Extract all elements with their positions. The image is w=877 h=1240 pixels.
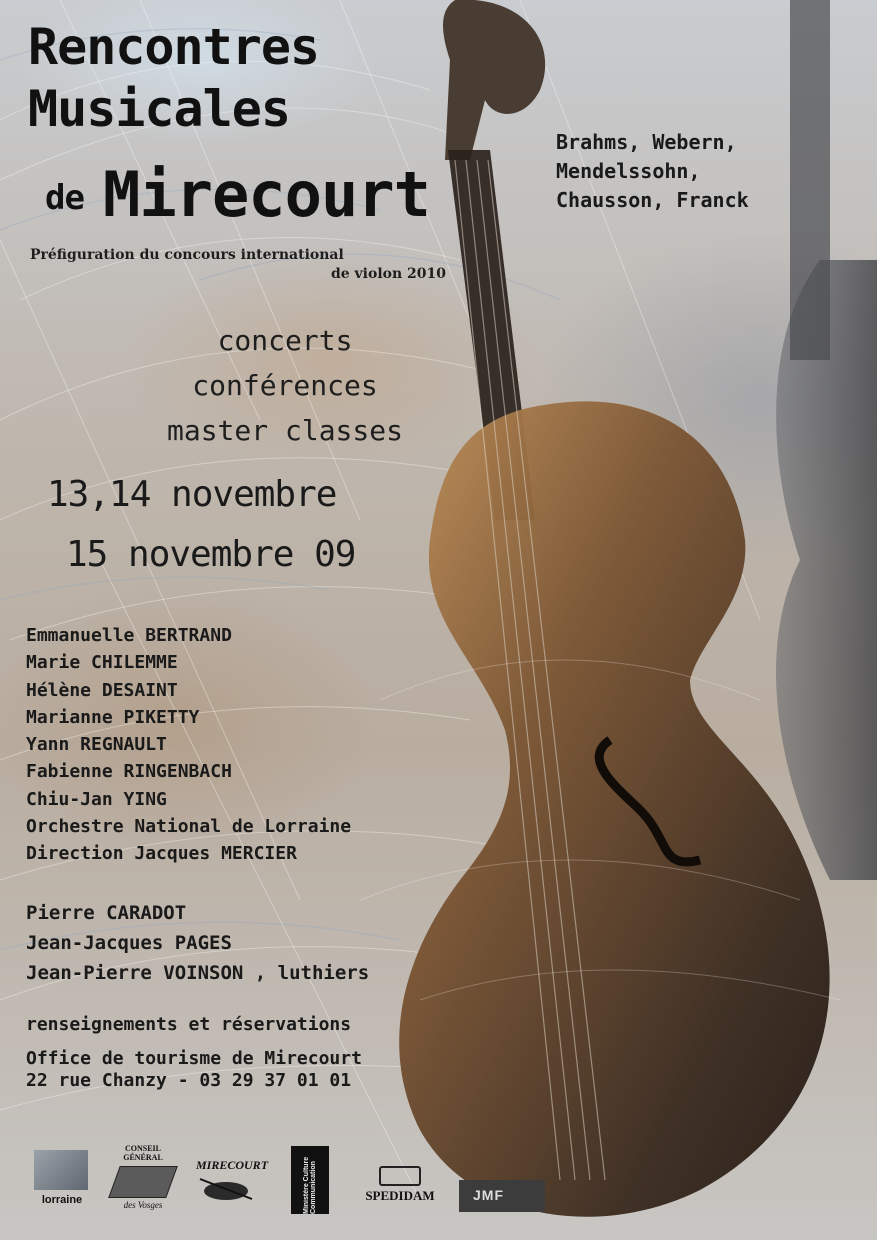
birds-icon (34, 1150, 88, 1190)
composers-list (556, 128, 749, 215)
lorraine-logo (34, 1150, 90, 1212)
prefiguration-line2: de violon 2010 (330, 266, 446, 282)
date-line-2: 15 novembre 09 (66, 534, 356, 575)
event-type: conférences (192, 369, 378, 402)
title-rencontres: Rencontres (28, 18, 320, 76)
sponsor-logos (0, 1140, 877, 1230)
composers-line: Brahms, Webern, (556, 130, 737, 154)
culture-label: Ministère Culture Communication (303, 1156, 317, 1214)
address-line: 22 rue Chanzy - 03 29 37 01 01 (26, 1070, 352, 1091)
artist-name: Hélène DESAINT (26, 679, 178, 701)
title-de: de (45, 178, 84, 218)
jmf-logo (459, 1180, 545, 1212)
address-line: Office de tourisme de Mirecourt (26, 1048, 362, 1069)
prefiguration-line1: Préfiguration du concours international (30, 247, 344, 263)
luthier-name: Jean-Pierre VOINSON , luthiers (26, 962, 370, 984)
title-mirecourt: Mirecourt (103, 158, 430, 231)
vosges-logo (108, 1144, 178, 1214)
violin-icon (196, 1173, 256, 1203)
lorraine-label: lorraine (41, 1194, 83, 1206)
vosges-map-icon (108, 1166, 178, 1198)
artist-name: Fabienne RINGENBACH (26, 761, 232, 783)
luthier-name: Pierre CARADOT (26, 902, 187, 924)
vosges-label-bottom: des Vosges (123, 1200, 163, 1210)
date-line-1: 13,14 novembre (47, 474, 337, 515)
prefiguration-text (30, 246, 450, 284)
violin-scroll (443, 0, 545, 160)
composers-line: Mendelssohn, (556, 159, 701, 183)
ghost-violin-neck (790, 0, 830, 360)
jmf-label: JMF (473, 1187, 504, 1203)
artist-name: Marie CHILEMME (26, 652, 178, 674)
spedidam-logo (356, 1166, 444, 1210)
artist-name: Yann REGNAULT (26, 734, 167, 756)
artist-name: Marianne PIKETTY (26, 706, 200, 728)
luthiers-list (26, 898, 369, 988)
artist-name: Direction Jacques MERCIER (26, 843, 297, 865)
spedidam-label: SPEDIDAM (365, 1188, 435, 1203)
mirecourt-logo (196, 1154, 269, 1212)
info-heading: renseignements et réservations (26, 1014, 352, 1035)
event-type: concerts (217, 324, 353, 357)
composers-line: Chausson, Franck (556, 188, 749, 212)
event-types (120, 318, 450, 453)
address-block (26, 1048, 362, 1092)
artist-name: Chiu-Jan YING (26, 788, 167, 810)
luthier-name: Jean-Jacques PAGES (26, 932, 232, 954)
violin-body (399, 401, 829, 1216)
event-type: master classes (166, 414, 403, 447)
vosges-label-top: CONSEIL GÉNÉRAL (123, 1144, 163, 1162)
artist-name: Orchestre National de Lorraine (26, 816, 352, 838)
culture-logo (291, 1146, 329, 1214)
artist-name: Emmanuelle BERTRAND (26, 625, 232, 646)
title-musicales: Musicales (28, 80, 290, 138)
artists-list (26, 622, 351, 868)
spedidam-icon (379, 1166, 421, 1186)
mirecourt-label: MIRECOURT (196, 1158, 269, 1172)
